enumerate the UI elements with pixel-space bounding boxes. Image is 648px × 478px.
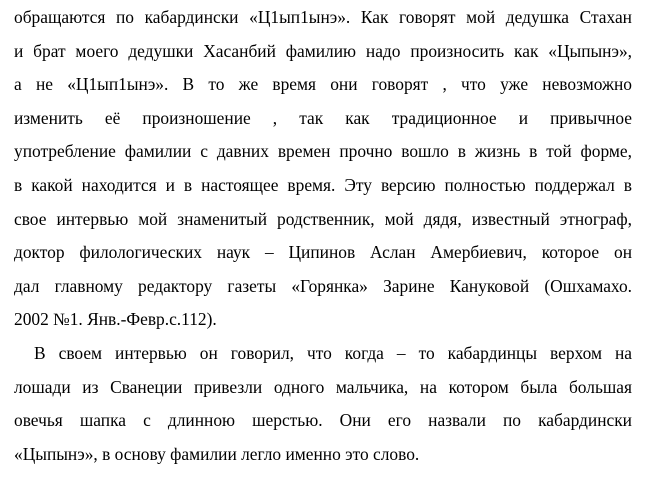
text-line: дал главному редактору газеты «Горянка» Зарине Кануковой (Ошхамахо. (14, 275, 632, 296)
text-line: обращаются по кабардински «Ц1ып1ынэ». Как говорят мой дедушка Стахан (14, 7, 632, 27)
text-line: а не «Ц1ып1ынэ». В то же время они говорят , что уже невозможно (14, 74, 632, 95)
text-line: свое интервью мой знаменитый родственник, мой дядя, известный этнограф, (14, 208, 632, 229)
text-line: употребление фамилии с давних времен прочно вошло в жизнь в той форме, (14, 141, 632, 162)
text-line: овечья шапка с длинною шерстью. Они его назвали по кабардински (14, 410, 632, 431)
paragraph-1 (14, 6, 632, 342)
text-line: доктор филологических наук – Ципинов Аслан Амербиевич, которое он (14, 242, 632, 263)
text-line: изменить её произношение , так как традиционное и привычное (14, 107, 632, 128)
text-line: в какой находится и в настоящее время. Эту версию полностью поддержал в (14, 174, 632, 195)
text-line: 2002 №1. Янв.-Февр.с.112). (14, 309, 217, 330)
document-page (14, 6, 632, 476)
paragraph-2 (14, 342, 632, 476)
text-line: «Цыпынэ», в основу фамилии легло именно это слово. (14, 443, 420, 464)
text-line: В своем интервью он говорил, что когда – то кабардинцы верхом на (34, 342, 632, 363)
text-line: лошади из Сванеции привезли одного мальчика, на котором была большая (14, 376, 632, 397)
text-line: и брат моего дедушки Хасанбий фамилию надо произносить как «Цыпынэ», (14, 40, 632, 61)
